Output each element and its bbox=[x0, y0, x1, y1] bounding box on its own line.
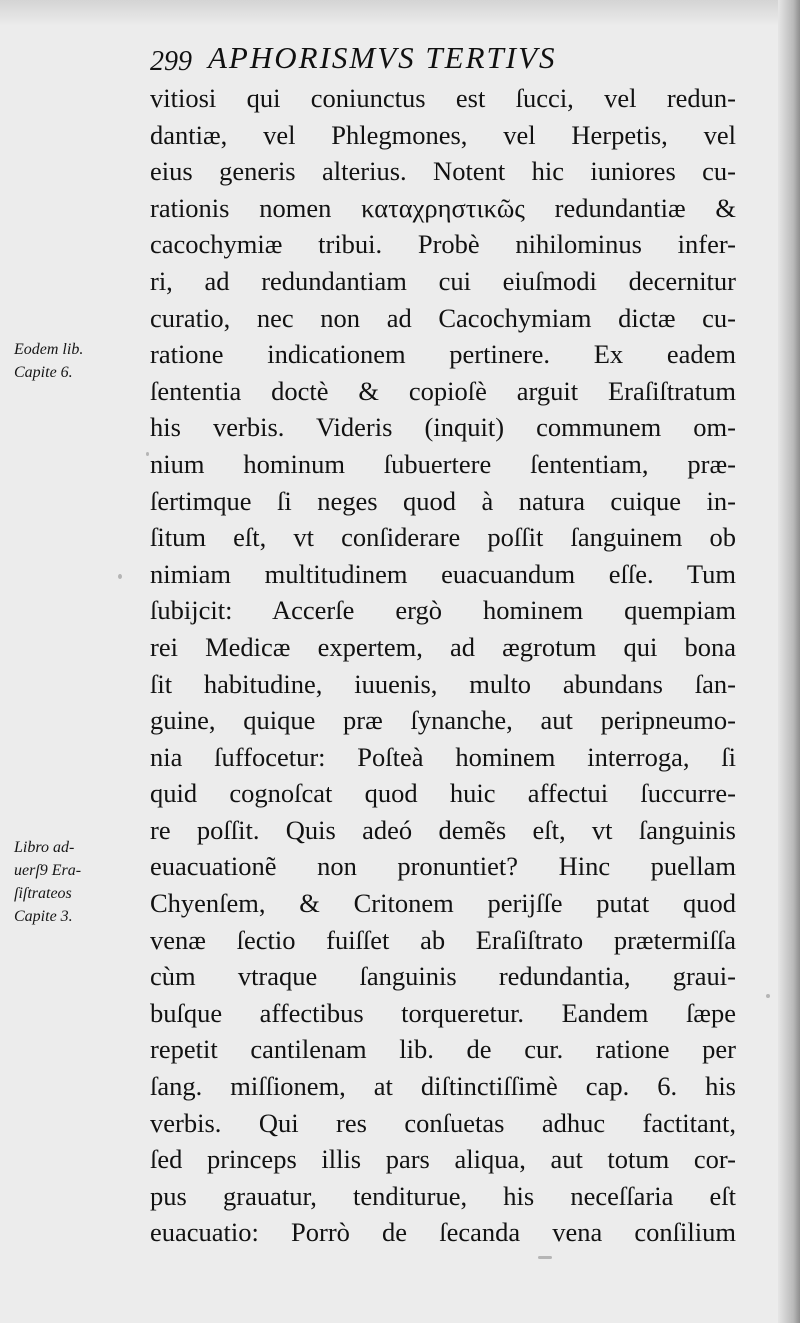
ink-speck bbox=[118, 574, 122, 579]
ink-mark bbox=[538, 1256, 552, 1259]
margin-note-line: Capite 6. bbox=[14, 364, 73, 381]
page-number: 299 bbox=[150, 46, 192, 77]
text-line: nimiam multitudinem euacuandum eſſe. Tum bbox=[150, 558, 736, 589]
text-line: nium hominum ſubuertere ſententiam, præ- bbox=[150, 448, 736, 479]
text-line: curatio, nec non ad Cacochymiam dictæ cu- bbox=[150, 302, 736, 333]
page-gutter-shadow bbox=[778, 0, 800, 1323]
ink-speck bbox=[146, 452, 149, 456]
margin-note-eodem-lib bbox=[14, 338, 144, 384]
running-head: APHORISMVS TERTIVS bbox=[208, 40, 557, 75]
margin-note-libro-aduersus bbox=[14, 836, 144, 928]
text-line: re poſſit. Quis adeó demẽs eſt, vt ſanguinis bbox=[150, 814, 736, 845]
text-line: nia ſuffocetur: Poſteà hominem interroga, ſi bbox=[150, 741, 736, 772]
text-line: verbis. Qui res conſuetas adhuc factitant, bbox=[150, 1107, 736, 1138]
ink-speck bbox=[766, 994, 770, 998]
text-line: his verbis. Videris (inquit) communem om- bbox=[150, 412, 736, 443]
margin-note-line: ſiſtrateos bbox=[14, 885, 72, 902]
text-line: ratione indicationem pertinere. Ex eadem bbox=[150, 339, 736, 370]
text-line: Chyenſem, & Critonem perijſſe putat quod bbox=[150, 888, 736, 919]
text-line: euacuatio: Porrò de ſecanda vena conſilium bbox=[150, 1217, 736, 1248]
text-line: quid cognoſcat quod huic affectui ſuccurre- bbox=[150, 778, 736, 809]
text-line: ſubijcit: Accerſe ergò hominem quempiam bbox=[150, 595, 736, 626]
text-line: ſententia doctè & copioſè arguit Eraſiſtratum bbox=[150, 375, 736, 406]
text-line: rei Medicæ expertem, ad ægrotum qui bona bbox=[150, 631, 736, 662]
text-line: eius generis alterius. Notent hic iuniores cu- bbox=[150, 156, 736, 187]
text-line: cacochymiæ tribui. Probè nihilominus infer- bbox=[150, 229, 736, 260]
margin-note-line: Capite 3. bbox=[14, 908, 73, 925]
text-line: repetit cantilenam lib. de cur. ratione per bbox=[150, 1034, 736, 1065]
text-line: ri, ad redundantiam cui eiuſmodi decernitur bbox=[150, 265, 736, 296]
text-line: venæ ſectio fuiſſet ab Eraſiſtrato prætermiſſa bbox=[150, 924, 736, 955]
text-line: dantiæ, vel Phlegmones, vel Herpetis, vel bbox=[150, 119, 736, 150]
text-line: ſertimque ſi neges quod à natura cuique in- bbox=[150, 485, 736, 516]
body-text bbox=[150, 80, 740, 1251]
text-line: ſed princeps illis pars aliqua, aut totum cor- bbox=[150, 1144, 736, 1175]
text-line: ſitum eſt, vt conſiderare poſſit ſanguinem ob bbox=[150, 522, 736, 553]
margin-note-line: Eodem lib. bbox=[14, 341, 84, 358]
text-line: pus grauatur, tenditurue, his neceſſaria eſt bbox=[150, 1180, 736, 1211]
text-line: ſit habitudine, iuuenis, multo abundans ſan- bbox=[150, 668, 736, 699]
text-line: buſque affectibus torqueretur. Eandem ſæpe bbox=[150, 997, 736, 1028]
text-line: euacuationẽ non pronuntiet? Hinc puellam bbox=[150, 851, 736, 882]
text-line: guine, quique præ ſynanche, aut peripneumo- bbox=[150, 705, 736, 736]
margin-note-line: uerſ9 Era- bbox=[14, 862, 82, 879]
text-line: cùm vtraque ſanguinis redundantia, graui- bbox=[150, 961, 736, 992]
text-line: ſang. miſſionem, at diſtinctiſſimè cap. 6. his bbox=[150, 1071, 736, 1102]
text-line: vitiosi qui coniunctus est ſucci, vel redun- bbox=[150, 83, 736, 113]
margin-note-line: Libro ad- bbox=[14, 839, 75, 856]
text-line: rationis nomen καταχρηστικῶς redundantiæ & bbox=[150, 192, 736, 223]
page-top-shadow bbox=[0, 0, 800, 26]
